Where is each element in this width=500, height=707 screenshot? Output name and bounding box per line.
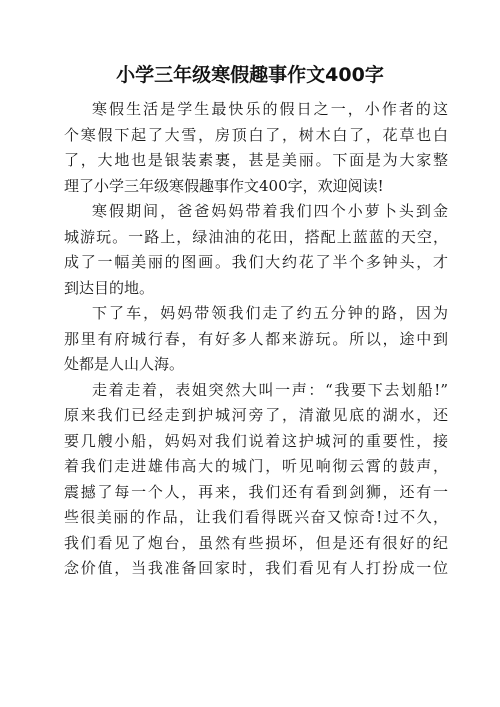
- body-text-line: 些很美丽的作品，让我们看得既兴奋又惊奇!过不久，: [64, 508, 448, 526]
- body-text-line: 城游玩。一路上，绿油油的花田，搭配上蓝蓝的天空，: [64, 227, 448, 246]
- body-text-line: 寒假期间，爸爸妈妈带着我们四个小萝卜头到金: [92, 202, 448, 220]
- body-text-line: 理了小学三年级寒假趣事作文400字，欢迎阅读!: [64, 176, 384, 195]
- body-text-line: 寒假生活是学生最快乐的假日之一，小作者的这: [92, 100, 448, 118]
- document-title: 小学三年级寒假趣事作文400字: [116, 64, 384, 86]
- body-text-line: 原来我们已经走到护城河旁了，清澈见底的湖水，还: [64, 406, 448, 424]
- body-text-line: 那里有府城行春，有好多人都来游玩。所以，途中到: [64, 329, 448, 348]
- body-text-line: 要几艘小船，妈妈对我们说着这护城河的重要性，接: [64, 431, 448, 450]
- body-text-line: 了，大地也是银装素裹，甚是美丽。下面是为大家整: [64, 151, 448, 169]
- body-text-line: 个寒假下起了大雪，房顶白了，树木白了，花草也白: [64, 125, 448, 144]
- body-text-line: 着我们走进雄伟高大的城门，听见响彻云霄的鼓声，: [64, 457, 448, 475]
- body-text-line: 我们看见了炮台，虽然有些损坏，但是还有很好的纪: [64, 533, 448, 552]
- body-text-line: 震撼了每一个人，再来，我们还有看到剑狮，还有一: [64, 482, 448, 501]
- document-body: [64, 97, 448, 582]
- body-text-line: 念价值，当我准备回家时，我们看见有人打扮成一位: [64, 559, 448, 577]
- body-text-line: 走着走着，表姐突然大叫一声：“我要下去划船!”: [92, 380, 448, 399]
- body-text-line: 到达目的地。: [64, 278, 155, 297]
- body-text-line: 下了车，妈妈带领我们走了约五分钟的路，因为: [92, 304, 448, 322]
- body-text-line: 处都是人山人海。: [64, 355, 185, 373]
- body-text-line: 成了一幅美丽的图画。我们大约花了半个多钟头，才: [64, 253, 448, 271]
